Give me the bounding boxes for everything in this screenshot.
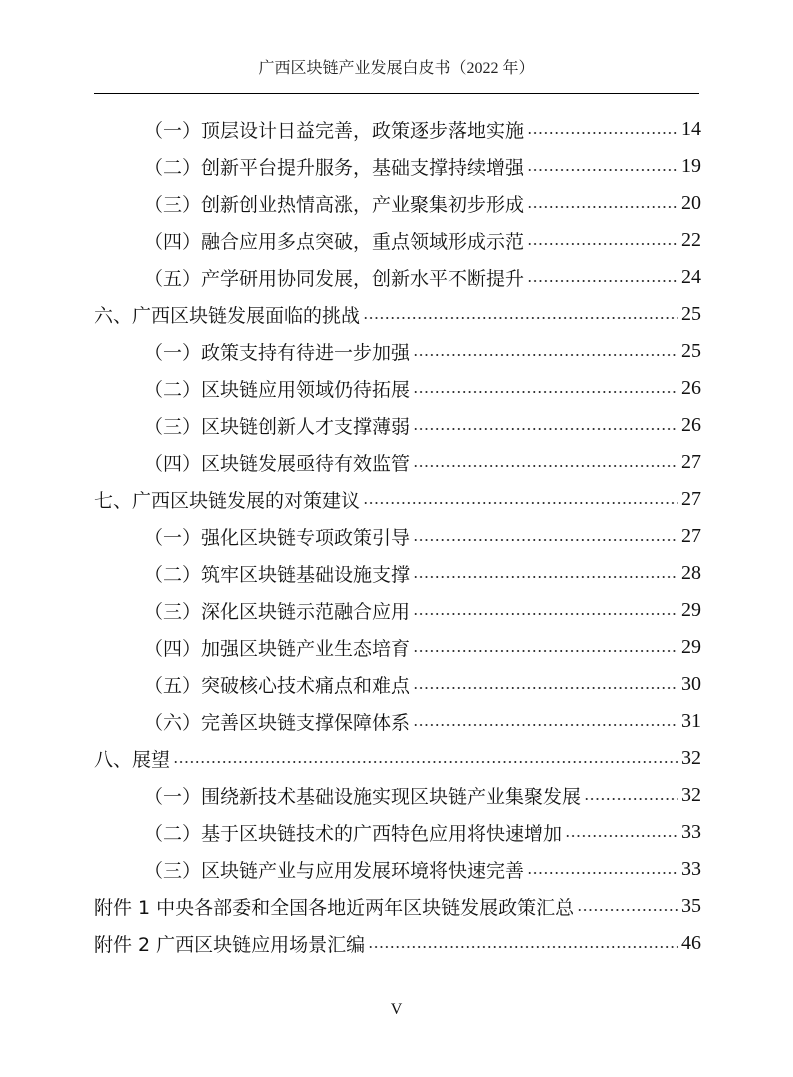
- toc-entry-page: 32: [681, 784, 701, 806]
- toc-entry-label: （三）区块链产业与应用发展环境将快速完善: [144, 860, 525, 882]
- toc-chapter-entry[interactable]: [94, 296, 701, 333]
- toc-entry-page: 27: [681, 488, 701, 510]
- dot-leader: [363, 501, 678, 505]
- dot-leader: [413, 612, 678, 616]
- dot-leader: [173, 760, 678, 764]
- toc-entry[interactable]: [144, 851, 701, 888]
- toc-entry-label: 八、展望: [94, 749, 171, 771]
- toc-entry-page: 27: [681, 451, 701, 473]
- toc-entry-page: 33: [681, 858, 701, 880]
- toc-entry-label: 七、广西区块链发展的对策建议: [94, 490, 361, 512]
- toc-entry-page: 22: [681, 229, 701, 251]
- toc-entry-label: （一）政策支持有待进一步加强: [144, 342, 411, 364]
- toc-entry[interactable]: [144, 148, 701, 185]
- toc-entry[interactable]: [144, 814, 701, 851]
- dot-leader: [368, 945, 678, 949]
- toc-entry-label: （一）强化区块链专项政策引导: [144, 527, 411, 549]
- toc-entry[interactable]: [144, 703, 701, 740]
- toc-entry[interactable]: [144, 333, 701, 370]
- toc-entry-label: （三）区块链创新人才支撑薄弱: [144, 416, 411, 438]
- dot-leader: [413, 353, 678, 357]
- dot-leader: [413, 686, 678, 690]
- dot-leader: [413, 575, 678, 579]
- toc-entry-label: 六、广西区块链发展面临的挑战: [94, 305, 361, 327]
- toc-entry-page: 27: [681, 525, 701, 547]
- toc-entry-label: （三）创新创业热情高涨，产业聚集初步形成: [144, 194, 525, 216]
- dot-leader: [413, 427, 678, 431]
- toc-entry[interactable]: [144, 407, 701, 444]
- dot-leader: [584, 797, 678, 801]
- toc-entry-page: 30: [681, 673, 701, 695]
- toc-entry-label: 附件 2 广西区块链应用场景汇编: [94, 934, 366, 956]
- toc-entry-label: （五）产学研用协同发展，创新水平不断提升: [144, 268, 525, 290]
- toc-entry[interactable]: [144, 629, 701, 666]
- toc-entry[interactable]: [144, 555, 701, 592]
- toc-entry[interactable]: [144, 592, 701, 629]
- toc-entry-page: 26: [681, 377, 701, 399]
- header-rule: [94, 93, 699, 94]
- toc-entry-page: 25: [681, 303, 701, 325]
- toc-entry-page: 20: [681, 192, 701, 214]
- toc-entry[interactable]: [144, 259, 701, 296]
- toc-entry[interactable]: [144, 222, 701, 259]
- dot-leader: [527, 279, 678, 283]
- dot-leader: [413, 649, 678, 653]
- dot-leader: [527, 205, 678, 209]
- dot-leader: [413, 723, 678, 727]
- toc-entry-page: 14: [681, 118, 701, 140]
- toc-entry-label: （四）加强区块链产业生态培育: [144, 638, 411, 660]
- page-number: V: [390, 1001, 403, 1018]
- toc-entry-page: 31: [681, 710, 701, 732]
- toc-entry-page: 35: [681, 895, 701, 917]
- dot-leader: [527, 871, 678, 875]
- dot-leader: [413, 464, 678, 468]
- toc-entry-label: （二）筑牢区块链基础设施支撑: [144, 564, 411, 586]
- toc-entry[interactable]: [144, 370, 701, 407]
- toc-entry-page: 28: [681, 562, 701, 584]
- toc-entry-page: 32: [681, 747, 701, 769]
- toc-entry-page: 19: [681, 155, 701, 177]
- dot-leader: [527, 242, 678, 246]
- running-header: 广西区块链产业发展白皮书（2022 年）: [258, 60, 535, 77]
- toc-chapter-entry[interactable]: [94, 740, 701, 777]
- toc-entry[interactable]: [144, 518, 701, 555]
- toc-entry-page: 25: [681, 340, 701, 362]
- toc-entry[interactable]: [144, 111, 701, 148]
- toc-appendix-entry[interactable]: [94, 888, 701, 925]
- toc-entry-page: 26: [681, 414, 701, 436]
- dot-leader: [527, 168, 678, 172]
- toc-entry-page: 46: [681, 932, 701, 954]
- dot-leader: [413, 538, 678, 542]
- toc-entry-label: （四）融合应用多点突破，重点领域形成示范: [144, 231, 525, 253]
- dot-leader: [577, 908, 678, 912]
- toc-entry-label: （三）深化区块链示范融合应用: [144, 601, 411, 623]
- toc-entry[interactable]: [144, 185, 701, 222]
- toc-entry-label: （二）基于区块链技术的广西特色应用将快速增加: [144, 823, 563, 845]
- toc-entry[interactable]: [144, 444, 701, 481]
- toc-entry-label: （四）区块链发展亟待有效监管: [144, 453, 411, 475]
- toc-appendix-entry[interactable]: [94, 925, 701, 962]
- toc-entry-label: 附件 1 中央各部委和全国各地近两年区块链发展政策汇总: [94, 897, 575, 919]
- toc-entry[interactable]: [144, 666, 701, 703]
- toc-entry-page: 29: [681, 636, 701, 658]
- toc-entry-label: （二）创新平台提升服务，基础支撑持续增强: [144, 157, 525, 179]
- dot-leader: [565, 834, 678, 838]
- toc-entry-page: 29: [681, 599, 701, 621]
- toc-entry-label: （二）区块链应用领域仍待拓展: [144, 379, 411, 401]
- dot-leader: [527, 131, 678, 135]
- dot-leader: [363, 316, 678, 320]
- toc-entry-label: （五）突破核心技术痛点和难点: [144, 675, 411, 697]
- toc-entry[interactable]: [144, 777, 701, 814]
- toc-entry-label: （一）围绕新技术基础设施实现区块链产业集聚发展: [144, 786, 582, 808]
- toc-entry-label: （六）完善区块链支撑保障体系: [144, 712, 411, 734]
- toc-entry-label: （一）顶层设计日益完善，政策逐步落地实施: [144, 120, 525, 142]
- dot-leader: [413, 390, 678, 394]
- toc-entry-page: 33: [681, 821, 701, 843]
- toc-chapter-entry[interactable]: [94, 481, 701, 518]
- toc-entry-page: 24: [681, 266, 701, 288]
